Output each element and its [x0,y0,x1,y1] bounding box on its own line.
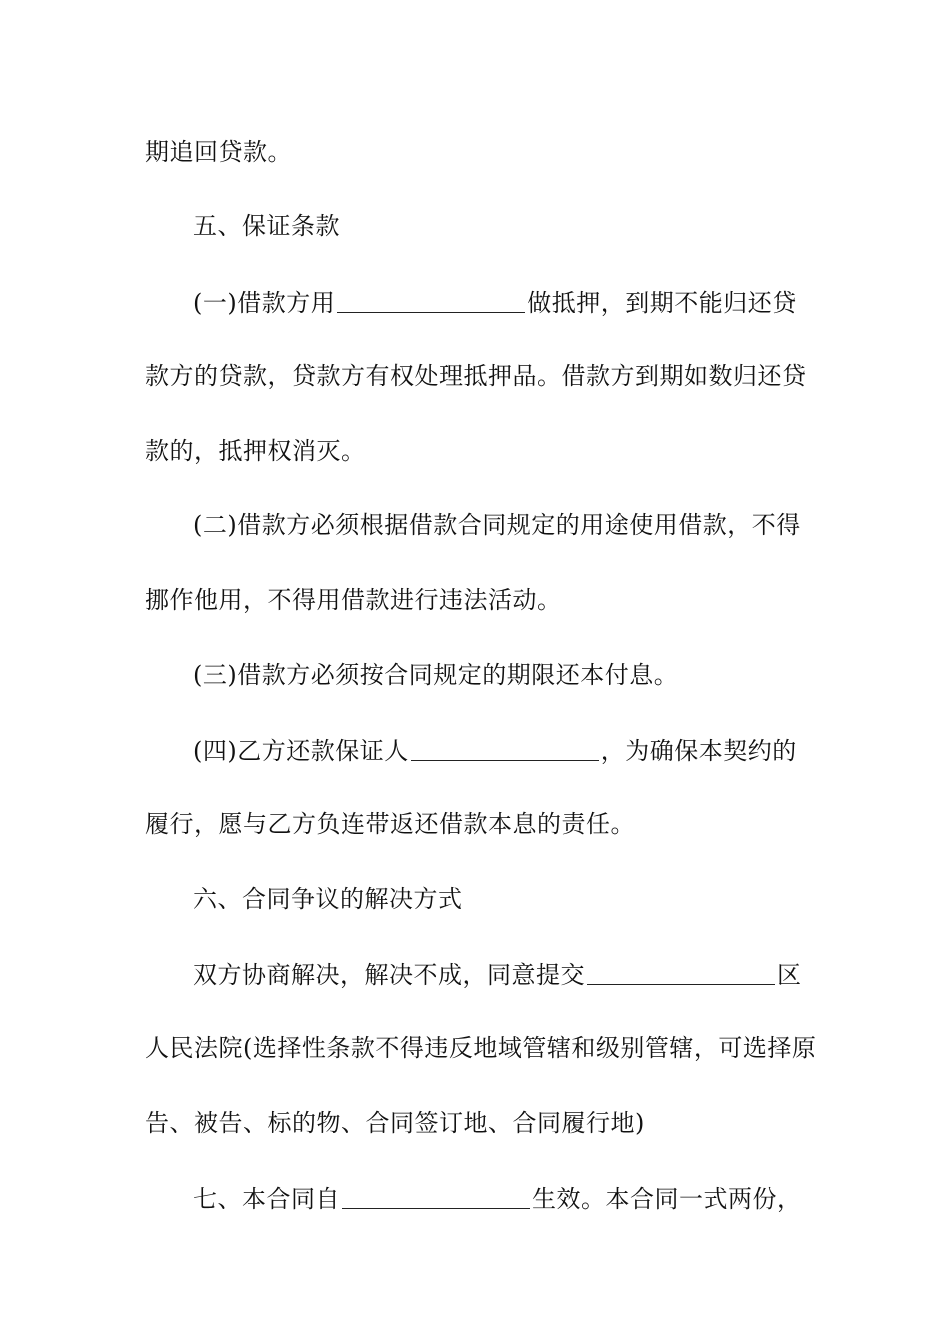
text-segment: (三)借款方必须按合同规定的期限还本付息。 [193,661,679,689]
effective-date-blank [342,1184,530,1209]
clause-6-line-2 [145,1033,817,1063]
text-segment: 区 [777,961,802,989]
text-segment: 做抵押，到期不能归还贷 [527,289,797,317]
guarantor-blank [411,736,599,761]
clause-5-1-line-1 [193,286,810,318]
clause-5-3-line-1 [193,660,810,690]
clause-5-4-line-1 [193,734,810,766]
clause-5-1-line-3 [145,436,810,466]
text-segment: 挪作他用，不得用借款进行违法活动。 [145,586,562,614]
text-segment: 履行，愿与乙方负连带返还借款本息的责任。 [145,810,635,838]
clause-5-2-line-1 [193,510,810,540]
text-segment: (四)乙方还款保证人 [193,737,409,765]
text-segment: 告、被告、标的物、合同签订地、合同履行地) [145,1109,645,1137]
court-blank [587,960,775,985]
section-heading-6 [193,884,810,914]
section-heading-7 [193,1182,810,1214]
clause-6-line-1 [193,958,810,990]
text-segment: 六、合同争议的解决方式 [193,885,463,913]
text-segment: 七、本合同自 [193,1185,340,1213]
text-segment: ，为确保本契约的 [600,737,797,765]
clause-5-1-line-2 [145,361,810,391]
section-heading-5 [193,211,810,241]
text-segment: 期追回贷款。 [145,138,292,166]
text-segment: (一)借款方用 [193,289,336,317]
clause-5-4-line-2 [145,809,810,839]
text-segment: (二)借款方必须根据借款合同规定的用途使用借款，不得 [193,511,801,539]
collateral-blank [337,288,525,313]
clause-5-2-line-2 [145,585,810,615]
text-segment: 人民法院(选择性条款不得违反地域管辖和级别管辖，可选择原 [145,1034,817,1062]
text-segment: 五、保证条款 [193,212,340,240]
text-segment: 双方协商解决，解决不成，同意提交 [193,961,585,989]
text-segment: 生效。本合同一式两份， [532,1185,802,1213]
clause-6-line-3 [145,1108,810,1138]
text-segment: 款方的贷款，贷款方有权处理抵押品。借款方到期如数归还贷 [145,362,807,390]
text-segment: 款的，抵押权消灭。 [145,437,366,465]
paragraph-line-1 [145,137,810,167]
